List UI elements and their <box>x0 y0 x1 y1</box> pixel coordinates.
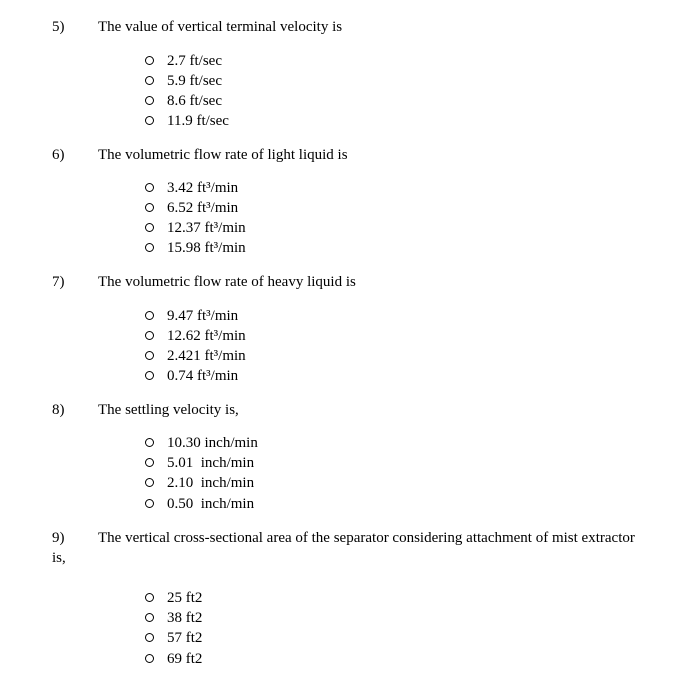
radio-bullet-icon[interactable] <box>145 593 154 602</box>
option-label: 57 ft2 <box>167 630 203 646</box>
option-item[interactable] <box>145 494 254 514</box>
option-label: 8.6 ft/sec <box>167 93 222 109</box>
option-item[interactable] <box>145 588 202 608</box>
question-number-continuation: is, <box>52 550 66 566</box>
option-label: 11.9 ft/sec <box>167 113 229 129</box>
question-number: 8) <box>52 402 65 418</box>
radio-bullet-icon[interactable] <box>145 331 154 340</box>
radio-bullet-icon[interactable] <box>145 243 154 252</box>
option-item[interactable] <box>145 628 202 648</box>
option-item[interactable] <box>145 366 238 386</box>
option-label: 10.30 inch/min <box>167 435 258 451</box>
option-item[interactable] <box>145 306 238 326</box>
radio-bullet-icon[interactable] <box>145 183 154 192</box>
option-label: 3.42 ft³/min <box>167 180 239 196</box>
option-label: 5.01 inch/min <box>167 455 255 471</box>
question-text: The value of vertical terminal velocity is <box>98 19 343 35</box>
option-item[interactable] <box>145 218 246 238</box>
option-label: 6.52 ft³/min <box>167 200 239 216</box>
radio-bullet-icon[interactable] <box>145 76 154 85</box>
question-text: The volumetric flow rate of heavy liquid is <box>98 274 356 290</box>
option-label: 0.74 ft³/min <box>167 368 239 384</box>
radio-bullet-icon[interactable] <box>145 311 154 320</box>
radio-bullet-icon[interactable] <box>145 371 154 380</box>
question-text: The volumetric flow rate of light liquid is <box>98 147 348 163</box>
radio-bullet-icon[interactable] <box>145 499 154 508</box>
option-item[interactable] <box>145 111 229 131</box>
radio-bullet-icon[interactable] <box>145 654 154 663</box>
option-label: 5.9 ft/sec <box>167 73 222 89</box>
radio-bullet-icon[interactable] <box>145 203 154 212</box>
radio-bullet-icon[interactable] <box>145 613 154 622</box>
option-item[interactable] <box>145 71 222 91</box>
option-item[interactable] <box>145 608 202 628</box>
option-item[interactable] <box>145 51 222 71</box>
option-label: 12.62 ft³/min <box>167 328 246 344</box>
radio-bullet-icon[interactable] <box>145 478 154 487</box>
option-label: 2.10 inch/min <box>167 475 255 491</box>
radio-bullet-icon[interactable] <box>145 96 154 105</box>
option-label: 38 ft2 <box>167 610 203 626</box>
question-number: 7) <box>52 274 65 290</box>
radio-bullet-icon[interactable] <box>145 116 154 125</box>
radio-bullet-icon[interactable] <box>145 351 154 360</box>
option-label: 15.98 ft³/min <box>167 240 246 256</box>
option-item[interactable] <box>145 473 254 493</box>
question-text: The vertical cross-sectional area of the separator considering attachment of mist extractor <box>98 530 635 546</box>
radio-bullet-icon[interactable] <box>145 633 154 642</box>
option-item[interactable] <box>145 91 222 111</box>
option-label: 2.7 ft/sec <box>167 53 222 69</box>
option-item[interactable] <box>145 433 258 453</box>
option-item[interactable] <box>145 346 246 366</box>
radio-bullet-icon[interactable] <box>145 223 154 232</box>
radio-bullet-icon[interactable] <box>145 438 154 447</box>
option-item[interactable] <box>145 198 238 218</box>
radio-bullet-icon[interactable] <box>145 458 154 467</box>
option-label: 9.47 ft³/min <box>167 308 239 324</box>
option-item[interactable] <box>145 238 246 258</box>
question-number: 6) <box>52 147 65 163</box>
option-item[interactable] <box>145 326 246 346</box>
question-number: 9) <box>52 530 65 546</box>
option-label: 12.37 ft³/min <box>167 220 246 236</box>
radio-bullet-icon[interactable] <box>145 56 154 65</box>
option-label: 69 ft2 <box>167 651 203 667</box>
option-item[interactable] <box>145 178 238 198</box>
question-number: 5) <box>52 19 65 35</box>
question-text: The settling velocity is, <box>98 402 239 418</box>
option-label: 2.421 ft³/min <box>167 348 246 364</box>
option-item[interactable] <box>145 453 254 473</box>
option-label: 25 ft2 <box>167 590 203 606</box>
option-item[interactable] <box>145 649 202 669</box>
option-label: 0.50 inch/min <box>167 496 255 512</box>
